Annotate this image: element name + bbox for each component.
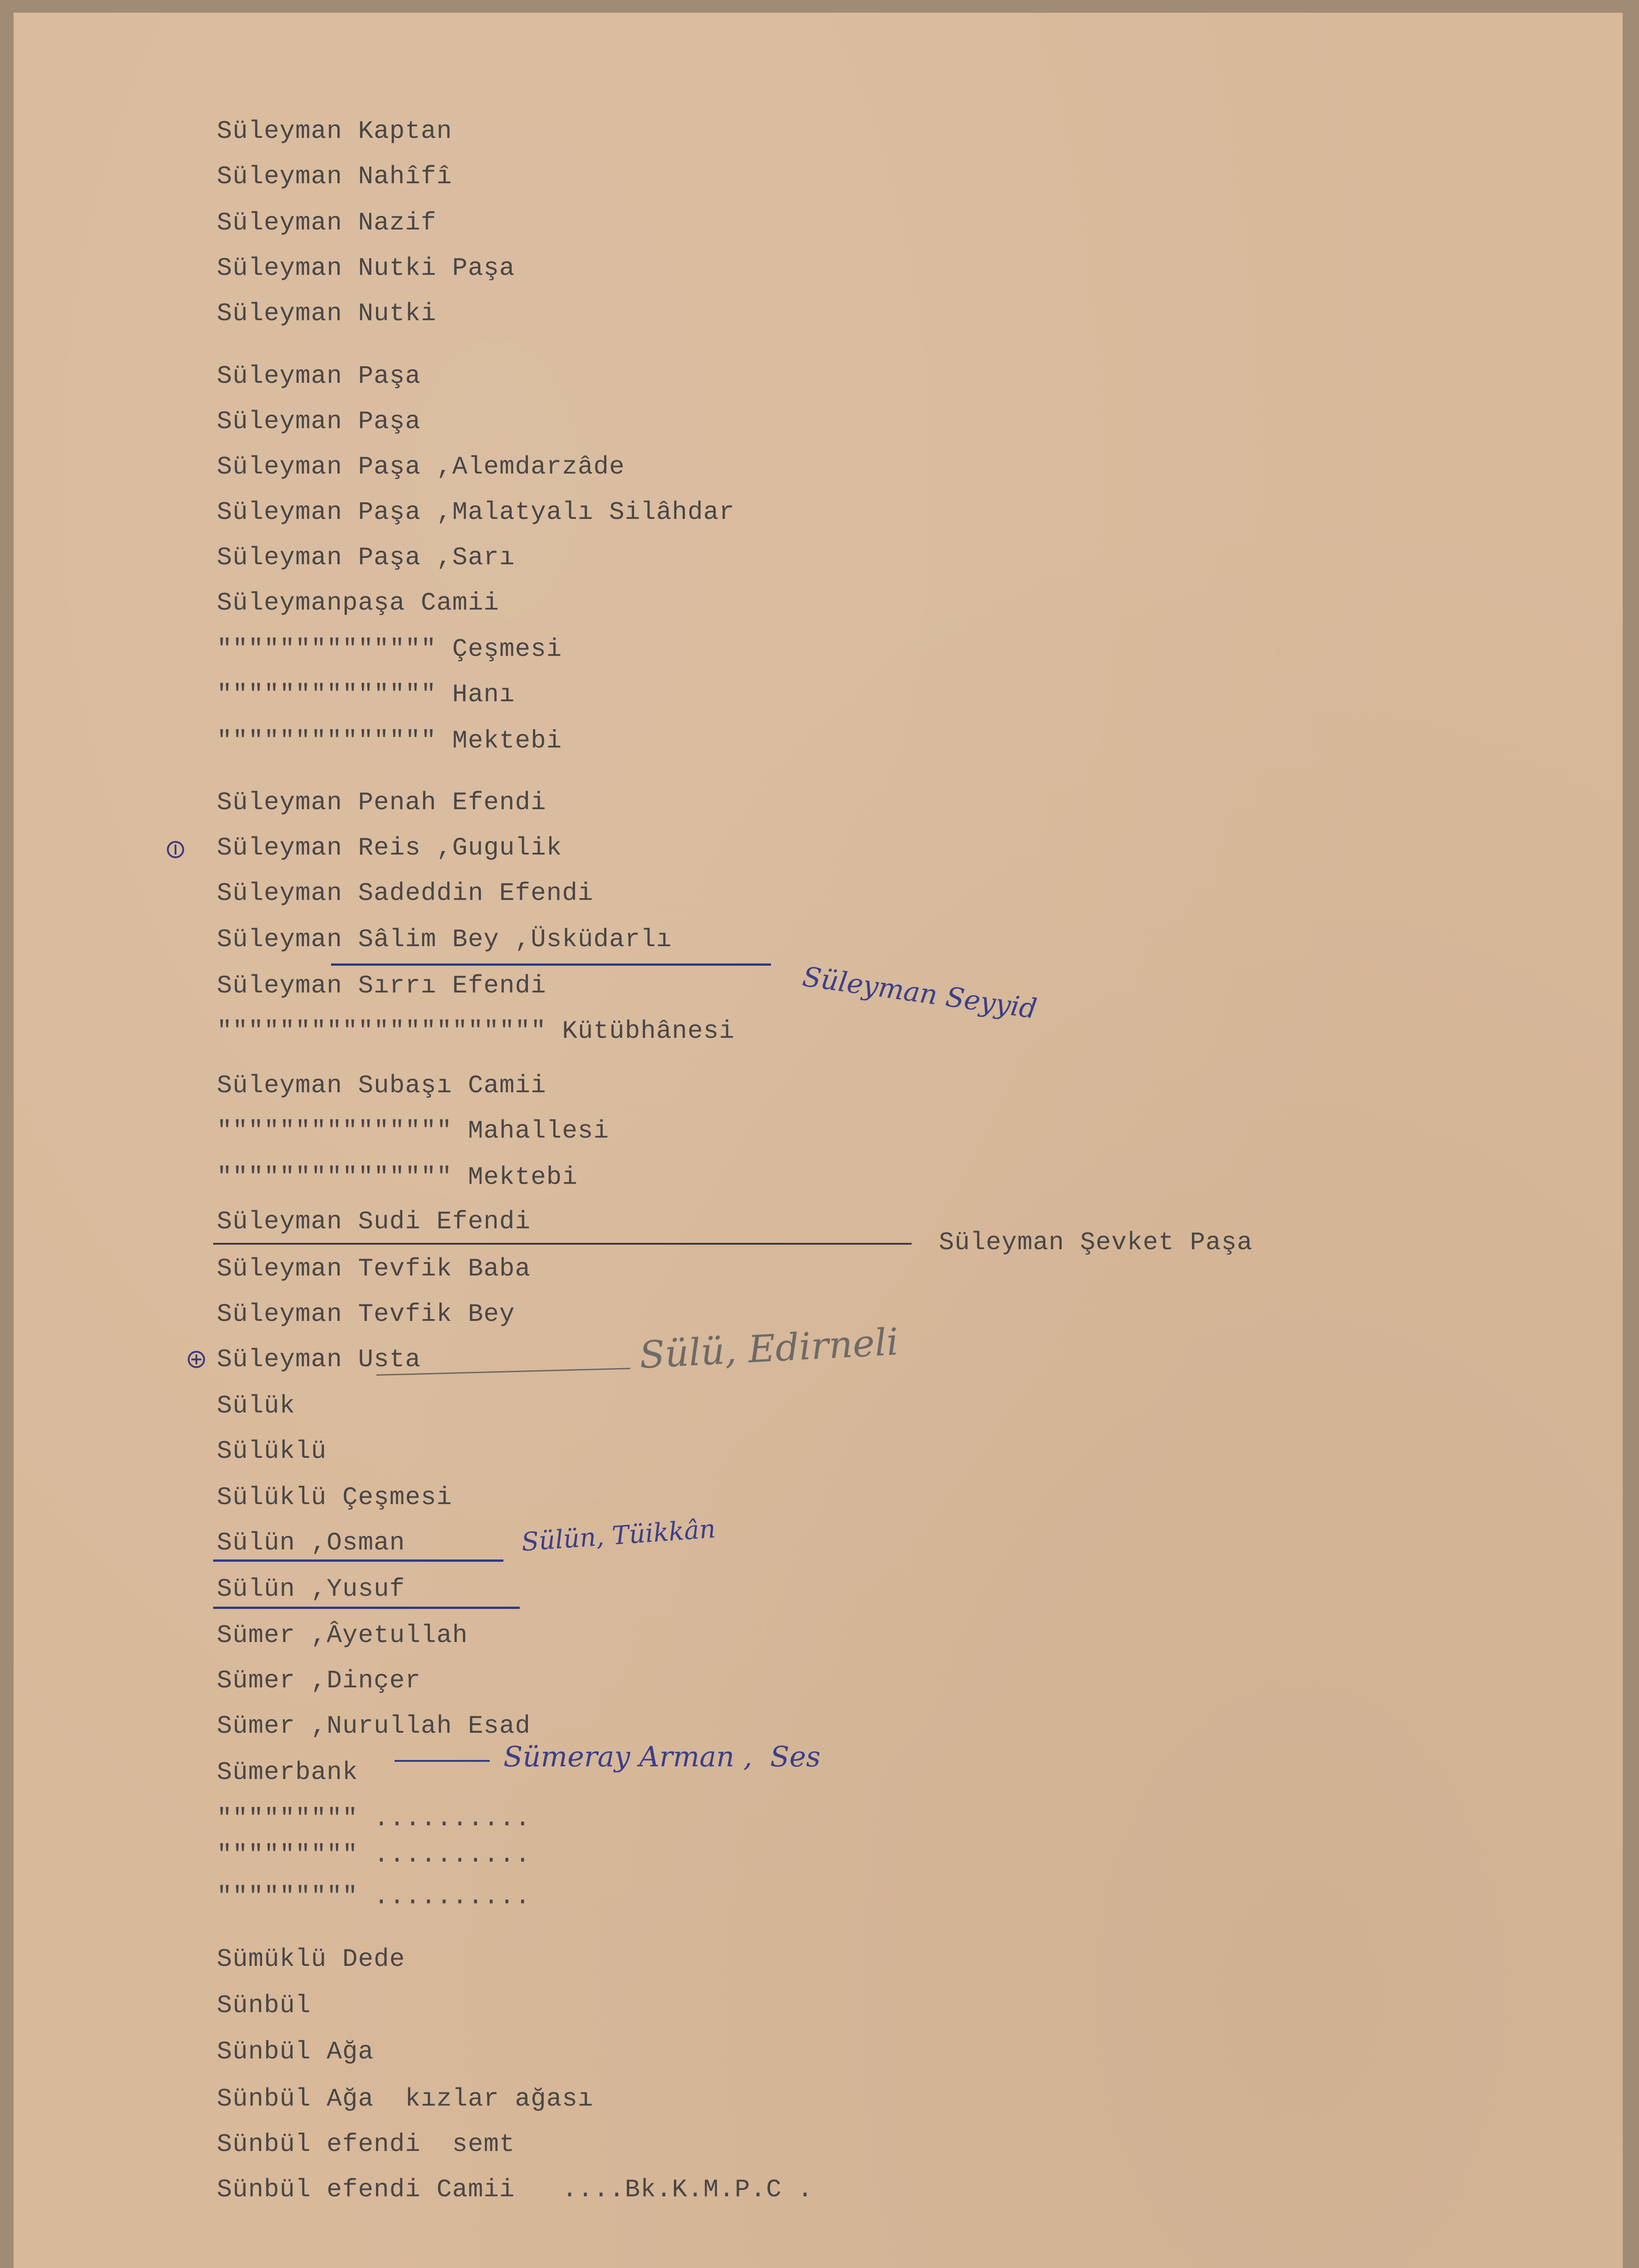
entry-line: Süleyman Nazif <box>217 208 437 237</box>
underline-sudi <box>213 1243 912 1245</box>
entry-line: Sünbül Ağa kızlar ağası <box>217 2084 594 2113</box>
handwritten-note: Sülün, Tüikkân <box>520 1514 717 1557</box>
entry-line: Süleyman Penah Efendi <box>217 788 546 817</box>
entry-line: """"""""" .......... <box>217 1804 531 1833</box>
entry-line: Süleyman Paşa ,Malatyalı Silâhdar <box>217 498 735 527</box>
entry-line: Süleyman Tevfik Bey <box>217 1300 515 1329</box>
entry-line: """"""""" .......... <box>217 1840 531 1869</box>
entry-line: Süleyman Nutki <box>217 299 437 328</box>
entry-line: Süleyman Nutki Paşa <box>217 254 515 283</box>
underline-yusuf <box>213 1607 520 1609</box>
entry-line: Süleyman Nahîfî <box>217 162 453 191</box>
entry-line: Süleyman Kaptan <box>217 117 453 146</box>
handwritten-note: Sülü, Edirneli <box>638 1320 900 1377</box>
entry-line: Süleyman Subaşı Camii <box>217 1071 546 1100</box>
entry-line: Sülüklü Çeşmesi <box>217 1483 453 1512</box>
entry-line: Sümüklü Dede <box>217 1945 405 1974</box>
archive-card <box>14 13 1623 2268</box>
entry-line: Süleyman Paşa ,Sarı <box>217 543 515 572</box>
entry-line: """""""""""""" Hanı <box>217 680 515 709</box>
entry-line: """""""""""""" Mektebi <box>217 726 562 755</box>
entry-line: Sünbül <box>217 1991 311 2020</box>
entry-line: """"""""""""""""""""" Kütübhânesi <box>217 1017 735 1046</box>
entry-line: Sümer ,Nurullah Esad <box>217 1711 531 1740</box>
entry-line: Süleyman Paşa ,Alemdarzâde <box>217 452 625 481</box>
typed-addition: Süleyman Şevket Paşa <box>939 1228 1253 1257</box>
handwritten-note: Süleyman Seyyid <box>800 961 1039 1026</box>
entry-line: Sünbül Ağa <box>217 2037 374 2066</box>
entry-line: """""""""""""" Çeşmesi <box>217 635 562 664</box>
entry-line: Sünbül efendi Camii ....Bk.K.M.P.C . <box>217 2175 814 2204</box>
circled-cross-mark-icon <box>167 841 184 858</box>
entry-line: Sülüklü <box>217 1437 327 1466</box>
entry-line: Süleymanpaşa Camii <box>217 588 499 617</box>
underline-salim <box>331 963 771 966</box>
entry-line: Süleyman Paşa <box>217 407 421 436</box>
entry-line: Sünbül efendi semt <box>217 2130 515 2159</box>
entry-line: Süleyman Sâlim Bey ,Üsküdarlı <box>217 925 672 954</box>
circled-plus-mark-icon <box>188 1351 205 1368</box>
entry-line: Süleyman Sadeddin Efendi <box>217 879 594 908</box>
entry-line: Süleyman Usta <box>217 1345 421 1374</box>
underline-osman <box>213 1559 503 1562</box>
entry-line: """"""""" .......... <box>217 1882 531 1911</box>
entry-line: Süleyman Tevfik Baba <box>217 1254 531 1283</box>
entry-line: Süleyman Paşa <box>217 362 421 391</box>
arrow-line <box>395 1760 490 1762</box>
entry-line: Sümerbank <box>217 1758 358 1787</box>
handwritten-note: Sümeray Arman , Ses <box>503 1740 821 1773</box>
entry-line: Sülük <box>217 1391 296 1420</box>
entry-line: Sülün ,Osman <box>217 1528 405 1557</box>
entry-line: Süleyman Sudi Efendi <box>217 1207 531 1236</box>
entry-line: Sülün ,Yusuf <box>217 1574 405 1603</box>
entry-line: """"""""""""""" Mahallesi <box>217 1116 610 1145</box>
entry-line: Süleyman Sırrı Efendi <box>217 971 546 1000</box>
entry-line: Sümer ,Dinçer <box>217 1666 421 1695</box>
entry-line: """"""""""""""" Mektebi <box>217 1163 578 1192</box>
entry-line: Sümer ,Âyetullah <box>217 1621 468 1650</box>
entry-line: Süleyman Reis ,Gugulik <box>217 833 562 862</box>
